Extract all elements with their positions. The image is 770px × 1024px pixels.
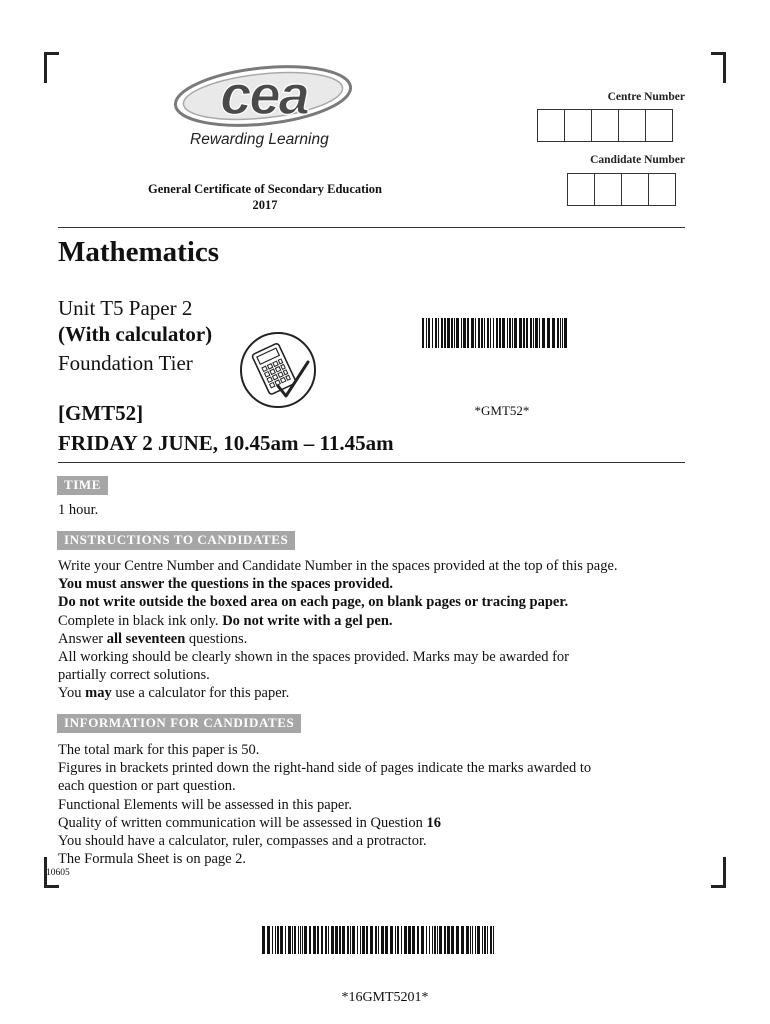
information-text-run: The total mark for this paper is 50. <box>58 742 260 758</box>
information-line <box>58 814 698 832</box>
exam-barcode-text: *GMT52* <box>474 403 530 418</box>
barcode-bar <box>267 926 270 954</box>
barcode-bar <box>347 926 349 954</box>
barcode-bar <box>509 318 511 348</box>
unit-title: Unit T5 Paper 2 <box>58 296 193 320</box>
barcode-bar <box>477 926 480 954</box>
instructions-text-run: Do not write outside the boxed area on each page, on blank pages or tracing paper. <box>58 594 569 611</box>
time-value: 1 hour. <box>58 502 99 518</box>
barcode-bar <box>385 926 388 954</box>
instructions-line <box>58 612 698 630</box>
centre-number-cell[interactable] <box>645 109 673 142</box>
information-text-run: You should have a calculator, ruler, compasses and a protractor. <box>58 833 427 850</box>
barcode-bar <box>404 926 407 954</box>
barcode-bar <box>514 318 517 348</box>
centre-number-label: Centre Number <box>607 91 685 103</box>
barcode-bar <box>451 926 454 954</box>
barcode-bar <box>335 926 338 954</box>
instructions-heading-label: INSTRUCTIONS TO CANDIDATES <box>57 531 295 550</box>
barcode-bar <box>530 318 532 348</box>
barcode-bar <box>421 926 424 954</box>
barcode-bar <box>467 318 469 348</box>
instructions-text-run: You must answer the questions in the spaces provided. <box>58 576 394 593</box>
instructions-text-run: partially correct solutions. <box>58 667 210 684</box>
information-text-run: Quality of written communication will be assessed in Question <box>58 814 427 831</box>
barcode-bar <box>519 318 522 348</box>
barcode-bar <box>435 318 437 348</box>
barcode-bar <box>447 926 450 954</box>
barcode-bar <box>328 926 329 954</box>
information-line <box>58 796 698 814</box>
barcode-bar <box>401 926 402 954</box>
barcode-bar <box>493 926 494 954</box>
barcode-bar <box>339 926 341 954</box>
barcode-bar <box>526 318 528 348</box>
barcode-bar <box>523 318 525 348</box>
information-line <box>58 759 698 777</box>
instructions-line <box>58 557 698 575</box>
barcode-bar <box>444 926 446 954</box>
instructions-text-run: Do not write with a gel pen. <box>222 612 393 629</box>
barcode-bar <box>487 318 489 348</box>
barcode-bar <box>331 926 334 954</box>
barcode-bar <box>426 318 427 348</box>
barcode-bar <box>275 926 276 954</box>
barcode-bar <box>294 926 296 954</box>
instructions-line <box>58 684 698 702</box>
candidate-number-label: Candidate Number <box>590 154 685 166</box>
centre-number-cell[interactable] <box>537 109 565 142</box>
instructions-heading <box>57 531 295 550</box>
information-line <box>58 741 698 759</box>
barcode-bar <box>487 926 488 954</box>
barcode-bar <box>560 318 561 348</box>
instructions-text-run: may <box>85 685 112 702</box>
instructions-text-run: All working should be clearly shown in the spaces provided. Marks may be awarded for <box>58 649 569 666</box>
barcode-bar <box>370 926 373 954</box>
barcode-bar <box>475 318 476 348</box>
barcode-bar <box>466 926 469 954</box>
instructions-text-run: Answer <box>58 630 107 647</box>
barcode-bar <box>309 926 311 954</box>
divider-top <box>58 227 685 228</box>
instructions-text-run: all seventeen <box>106 630 186 647</box>
barcode-bar <box>272 926 273 954</box>
barcode-bar <box>280 926 283 954</box>
cea-logo <box>172 64 354 130</box>
barcode-bar <box>490 318 491 348</box>
cea-logo-mark <box>172 64 354 130</box>
candidate-number-boxes[interactable] <box>568 173 676 206</box>
barcode-bar <box>342 926 345 954</box>
barcode-bar <box>472 926 473 954</box>
candidate-number-cell[interactable] <box>594 173 622 206</box>
barcode-bar <box>378 926 379 954</box>
barcode-bar <box>557 318 559 348</box>
crop-mark-bottom-right <box>711 857 726 888</box>
barcode-bar <box>357 926 358 954</box>
barcode-bar <box>490 926 492 954</box>
exam-year: 2017 <box>252 198 278 212</box>
crop-mark-top-right <box>711 52 726 83</box>
barcode-bar <box>456 926 459 954</box>
barcode-bar <box>408 926 411 954</box>
barcode-bar <box>441 318 443 348</box>
barcode-bar <box>463 318 466 348</box>
instructions-text-run: use a calculator for this paper. <box>111 685 290 702</box>
barcode-bar <box>292 926 293 954</box>
barcode-bar <box>439 926 442 954</box>
barcode-bar <box>381 926 384 954</box>
barcode-bar <box>395 926 396 954</box>
barcode-bar <box>456 318 459 348</box>
barcode-bar <box>451 318 453 348</box>
barcode-bar <box>302 926 303 954</box>
subject-title: Mathematics <box>58 236 220 268</box>
barcode-bar <box>564 318 567 348</box>
exam-barcode <box>422 318 582 348</box>
divider-bottom <box>58 462 685 463</box>
instructions-list <box>58 557 698 703</box>
instructions-text-run: Write your Centre Number and Candidate Number in the spaces provided at the top of this page. <box>58 558 618 574</box>
barcode-bar <box>493 318 494 348</box>
barcode-bar <box>539 318 540 348</box>
page-code: 10605 <box>46 868 70 878</box>
barcode-bar <box>447 318 450 348</box>
instructions-line <box>58 593 698 611</box>
barcode-bar <box>375 926 377 954</box>
barcode-bar <box>471 318 474 348</box>
barcode-bar <box>432 926 433 954</box>
instructions-text-run: Complete in black ink only. <box>58 612 223 629</box>
barcode-bar <box>512 318 513 348</box>
time-heading-label: TIME <box>57 476 108 495</box>
barcode-bar <box>552 318 555 348</box>
information-text-run: Functional Elements will be assessed in this paper. <box>58 796 352 813</box>
barcode-bar <box>277 926 279 954</box>
barcode-bar <box>313 926 316 954</box>
barcode-bar <box>484 926 486 954</box>
time-heading <box>57 476 108 495</box>
information-heading-label: INFORMATION FOR CANDIDATES <box>57 714 301 733</box>
barcode-bar <box>535 318 538 348</box>
barcode-bar <box>444 318 446 348</box>
barcode-bar <box>428 318 430 348</box>
barcode-bar <box>366 926 368 954</box>
barcode-bar <box>481 318 483 348</box>
barcode-bar <box>478 318 480 348</box>
barcode-bar <box>507 318 508 348</box>
tier: Foundation Tier <box>58 351 193 375</box>
crop-mark-top-left <box>44 52 59 83</box>
candidate-number-cell[interactable] <box>621 173 649 206</box>
barcode-bar <box>426 926 427 954</box>
instructions-line <box>58 575 698 593</box>
instructions-line <box>58 666 698 684</box>
barcode-bar <box>437 926 438 954</box>
barcode-bar <box>285 926 286 954</box>
exam-code-block <box>58 398 394 458</box>
instructions-text-run: questions. <box>185 630 248 647</box>
barcode-bar <box>362 926 365 954</box>
barcode-bar <box>390 926 393 954</box>
barcode-bar <box>502 318 505 348</box>
barcode-bar <box>499 318 501 348</box>
barcode-bar <box>461 318 462 348</box>
barcode-bar <box>482 926 483 954</box>
barcode-bar <box>298 926 299 954</box>
barcode-bar <box>350 926 351 954</box>
information-list <box>58 741 698 868</box>
barcode-bar <box>262 926 265 954</box>
page-barcode-text: *16GMT5201* <box>341 990 429 1005</box>
barcode-bar <box>422 318 424 348</box>
barcode-bar <box>547 318 550 348</box>
qualification-block <box>110 181 420 213</box>
barcode-bar <box>360 926 361 954</box>
candidate-number-cell[interactable] <box>648 173 676 206</box>
tagline: Rewarding Learning <box>190 131 329 148</box>
barcode-bar <box>412 926 415 954</box>
barcode-bar <box>475 926 476 954</box>
unit-block <box>58 295 212 376</box>
barcode-bar <box>562 318 563 348</box>
barcode-bar <box>470 926 471 954</box>
information-text-run: Figures in brackets printed down the right-hand side of pages indicate the marks awarded to <box>58 760 592 777</box>
candidate-number-cell[interactable] <box>567 173 595 206</box>
barcode-bar <box>304 926 307 954</box>
barcode-bar <box>325 926 327 954</box>
exam-date-time: FRIDAY 2 JUNE, 10.45am – 11.45am <box>58 431 394 455</box>
qualification-title: General Certificate of Secondary Education <box>148 182 382 196</box>
barcode-bar <box>454 318 455 348</box>
centre-number-cell[interactable] <box>591 109 619 142</box>
barcode-bar <box>321 926 323 954</box>
instructions-text-run: You <box>58 685 86 702</box>
information-line <box>58 832 698 850</box>
page-barcode <box>262 926 508 954</box>
barcode-bar <box>484 318 485 348</box>
paper-code: [GMT52] <box>58 401 144 425</box>
barcode-bar <box>542 318 545 348</box>
barcode-bar <box>496 318 498 348</box>
barcode-bar <box>432 318 433 348</box>
barcode-bar <box>288 926 291 954</box>
information-text-run: The Formula Sheet is on page 2. <box>58 851 247 868</box>
barcode-bar <box>461 926 464 954</box>
information-heading <box>57 714 301 733</box>
information-line <box>58 850 698 868</box>
barcode-bar <box>429 926 430 954</box>
barcode-bar <box>352 926 355 954</box>
centre-number-boxes[interactable] <box>538 109 673 142</box>
centre-number-cell[interactable] <box>618 109 646 142</box>
barcode-bar <box>438 318 439 348</box>
information-text-run: each question or part question. <box>58 778 236 795</box>
centre-number-cell[interactable] <box>564 109 592 142</box>
information-text-run: 16 <box>426 814 441 831</box>
instructions-line <box>58 648 698 666</box>
barcode-bar <box>300 926 301 954</box>
calculator-note: (With calculator) <box>58 322 213 346</box>
barcode-bar <box>533 318 534 348</box>
barcode-bar <box>417 926 419 954</box>
barcode-bar <box>397 926 399 954</box>
barcode-bar <box>434 926 436 954</box>
information-line <box>58 777 698 795</box>
instructions-line <box>58 630 698 648</box>
barcode-bar <box>317 926 319 954</box>
logo-lettering: cea <box>220 64 308 126</box>
